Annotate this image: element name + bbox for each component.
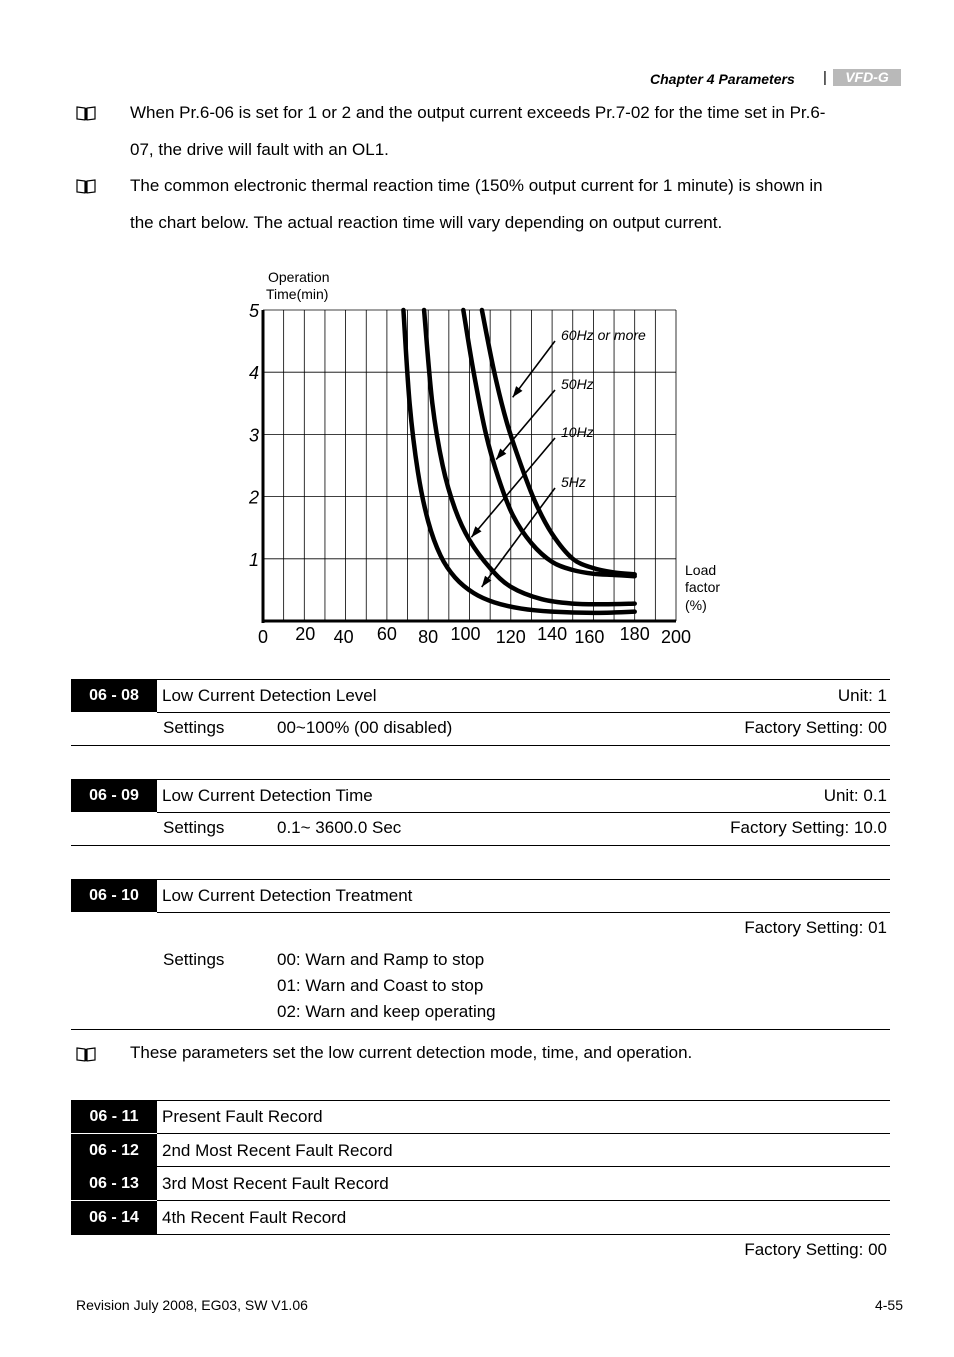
param-row-06-11 [71, 1100, 890, 1133]
param-title: 3rd Most Recent Fault Record [162, 1174, 389, 1193]
param-row-06-14 [71, 1201, 890, 1234]
settings-label: Settings [163, 718, 225, 737]
settings-value: 00~100% (00 disabled) [277, 718, 453, 737]
header-separator: | [823, 69, 827, 86]
param-row-06-10 [71, 879, 890, 912]
param-code: 06 - 12 [71, 1134, 157, 1167]
note-text-2: The common electronic thermal reaction time (150% output current for 1 minute) is shown in the chart below. The actual reaction time will vary depending on output current. [130, 176, 823, 232]
param-title: 4th Recent Fault Record [162, 1208, 347, 1227]
param-unit: Unit: 0.1 [823, 786, 887, 805]
param-code: 06 - 11 [71, 1100, 157, 1133]
param-title: Low Current Detection Level [162, 686, 377, 705]
y-tick-label: 1 [248, 549, 260, 570]
x-tick-label: 200 [660, 627, 692, 647]
ylabel-line2: Time(min) [266, 286, 329, 302]
note-text-1: When Pr.6-06 is set for 1 or 2 and the output current exceeds Pr.7-02 for the time set in Pr.6- 07, the drive will fault with an OL1. [130, 103, 826, 159]
x-tick-label: 140 [537, 624, 568, 644]
ylabel-line1: Operation [268, 269, 330, 285]
note-text-3: These parameters set the low current detection mode, time, and operation. [130, 1043, 693, 1062]
xlabel-line3: (%) [685, 597, 707, 613]
series-label-2: 10Hz [561, 424, 594, 440]
settings-option: 02: Warn and keep operating [277, 1002, 496, 1021]
settings-option: 00: Warn and Ramp to stop [277, 950, 485, 969]
y-tick-label: 5 [248, 301, 260, 321]
param-code: 06 - 08 [71, 679, 157, 712]
chart-arrows [471, 341, 555, 587]
settings-label: Settings [163, 950, 225, 969]
y-tick-label: 2 [248, 487, 260, 508]
settings-label: Settings [163, 818, 225, 837]
param-title: Low Current Detection Time [162, 786, 373, 805]
factory-setting: Factory Setting: 00 [744, 1240, 887, 1259]
y-tick-label: 3 [248, 425, 260, 446]
param-code: 06 - 10 [71, 879, 157, 912]
factory-setting: Factory Setting: 00 [744, 718, 887, 737]
footer-page-number: 4-55 [874, 1297, 903, 1313]
settings-option: 01: Warn and Coast to stop [277, 976, 484, 995]
chart-series [403, 310, 634, 613]
x-tick-label: 80 [418, 627, 439, 647]
x-tick-label: 0 [257, 627, 269, 647]
thermal-reaction-chart [0, 0, 954, 660]
vfd-logo: VFD-G [833, 69, 901, 86]
book-icon [76, 1046, 98, 1062]
x-tick-label: 100 [450, 624, 481, 644]
series-label-3: 5Hz [561, 474, 586, 490]
x-tick-label: 120 [495, 627, 526, 647]
series-label-1: 50Hz [561, 376, 594, 392]
settings-value: 0.1~ 3600.0 Sec [277, 818, 402, 837]
factory-setting: Factory Setting: 10.0 [730, 818, 887, 837]
footer-revision: Revision July 2008, EG03, SW V1.06 [76, 1297, 308, 1313]
param-row-06-12 [71, 1134, 890, 1167]
series-label-0: 60Hz or more [561, 327, 646, 343]
param-code: 06 - 14 [71, 1201, 157, 1234]
x-tick-label: 20 [295, 624, 316, 644]
param-row-06-09 [71, 779, 890, 812]
chapter-header: Chapter 4 Parameters [650, 71, 795, 87]
series-arrow-line [471, 438, 555, 537]
param-title: Low Current Detection Treatment [162, 886, 413, 905]
param-code: 06 - 09 [71, 779, 157, 812]
x-tick-label: 180 [619, 624, 650, 644]
y-tick-label: 4 [248, 363, 260, 384]
xlabel-line1: Load [685, 562, 717, 578]
series-arrow-line [482, 488, 555, 587]
x-tick-label: 160 [574, 627, 605, 647]
param-unit: Unit: 1 [837, 686, 887, 705]
series-line-2 [424, 310, 635, 604]
series-line-0 [482, 310, 635, 574]
factory-setting: Factory Setting: 01 [744, 918, 887, 937]
param-row-06-13 [71, 1167, 890, 1200]
x-tick-label: 40 [333, 627, 354, 647]
param-title: 2nd Most Recent Fault Record [162, 1141, 393, 1160]
arrowhead [513, 386, 523, 397]
param-code: 06 - 13 [71, 1167, 157, 1200]
x-tick-label: 60 [376, 624, 397, 644]
param-title: Present Fault Record [162, 1107, 323, 1126]
param-row-06-08 [71, 679, 890, 712]
xlabel-line2: factor [685, 579, 721, 595]
